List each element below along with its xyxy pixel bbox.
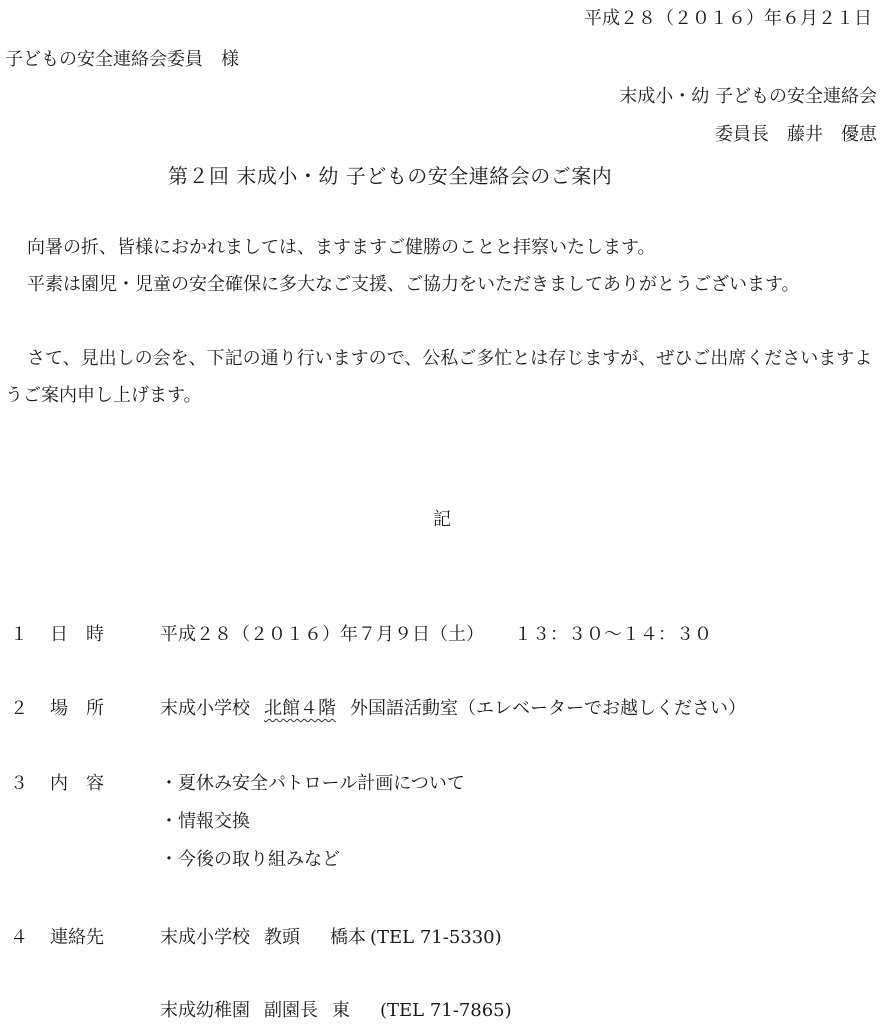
contact-org: 末成幼稚園 <box>160 1000 250 1021</box>
item-label-content: 内 容 <box>50 773 104 794</box>
contact-tel: (TEL 71-5330) <box>370 927 502 948</box>
sender-name: 委員長 藤井 優恵 <box>715 124 877 145</box>
recipient: 子どもの安全連絡会委員 様 <box>5 49 239 70</box>
item-label-place: 場 所 <box>50 698 104 719</box>
content-bullet: ・今後の取り組みなど <box>160 849 340 870</box>
item-number-contact: ４ <box>10 927 28 948</box>
contact-tel: (TEL 71-7865) <box>380 1000 512 1021</box>
item-value-date <box>160 620 712 646</box>
contact-org: 末成小学校 <box>160 927 250 948</box>
ki-heading: 記 <box>433 509 451 530</box>
document-title: 第２回 末成小・幼 子どもの安全連絡会のご案内 <box>168 164 613 188</box>
sender-organization: 末成小・幼 子どもの安全連絡会 <box>619 86 877 107</box>
contact-line-2 <box>160 996 512 1022</box>
contact-role: 副園長 <box>264 1000 318 1021</box>
item-label-date: 日 時 <box>50 624 104 645</box>
document-date: 平成２８（２０１６）年６月２１日 <box>584 8 872 29</box>
item-value-place <box>160 694 746 720</box>
item-number-place: ２ <box>10 698 28 719</box>
place-floor: 北館４階 <box>264 698 336 719</box>
body-paragraph-2: 平素は園児・児童の安全確保に多大なご支援、ご協力をいただきましてありがとうございます。 <box>27 274 800 295</box>
contact-name: 東 <box>332 1000 350 1021</box>
event-date: 平成２８（２０１６）年７月９日（土） <box>160 624 484 645</box>
contact-line-1 <box>160 923 502 949</box>
body-paragraph-3: さて、見出しの会を、下記の通り行いますので、公私ご多忙とは存じますが、ぜひご出席くださいますようご案内申し上げます。 <box>5 348 873 406</box>
item-label-contact: 連絡先 <box>50 927 104 948</box>
place-school: 末成小学校 <box>160 698 250 719</box>
item-number-date: １ <box>10 624 28 645</box>
contact-name: 橋本 <box>330 927 366 948</box>
content-bullet: ・情報交換 <box>160 811 250 832</box>
place-room: 外国語活動室（エレベーターでお越しください） <box>350 698 746 719</box>
event-time: １３：３０〜１４：３０ <box>514 624 712 645</box>
body-paragraph-1: 向暑の折、皆様におかれましては、ますますご健勝のことと拝察いたします。 <box>27 237 656 258</box>
item-number-content: ３ <box>10 773 28 794</box>
content-bullet: ・夏休み安全パトロール計画について <box>160 773 465 794</box>
contact-role: 教頭 <box>264 927 300 948</box>
